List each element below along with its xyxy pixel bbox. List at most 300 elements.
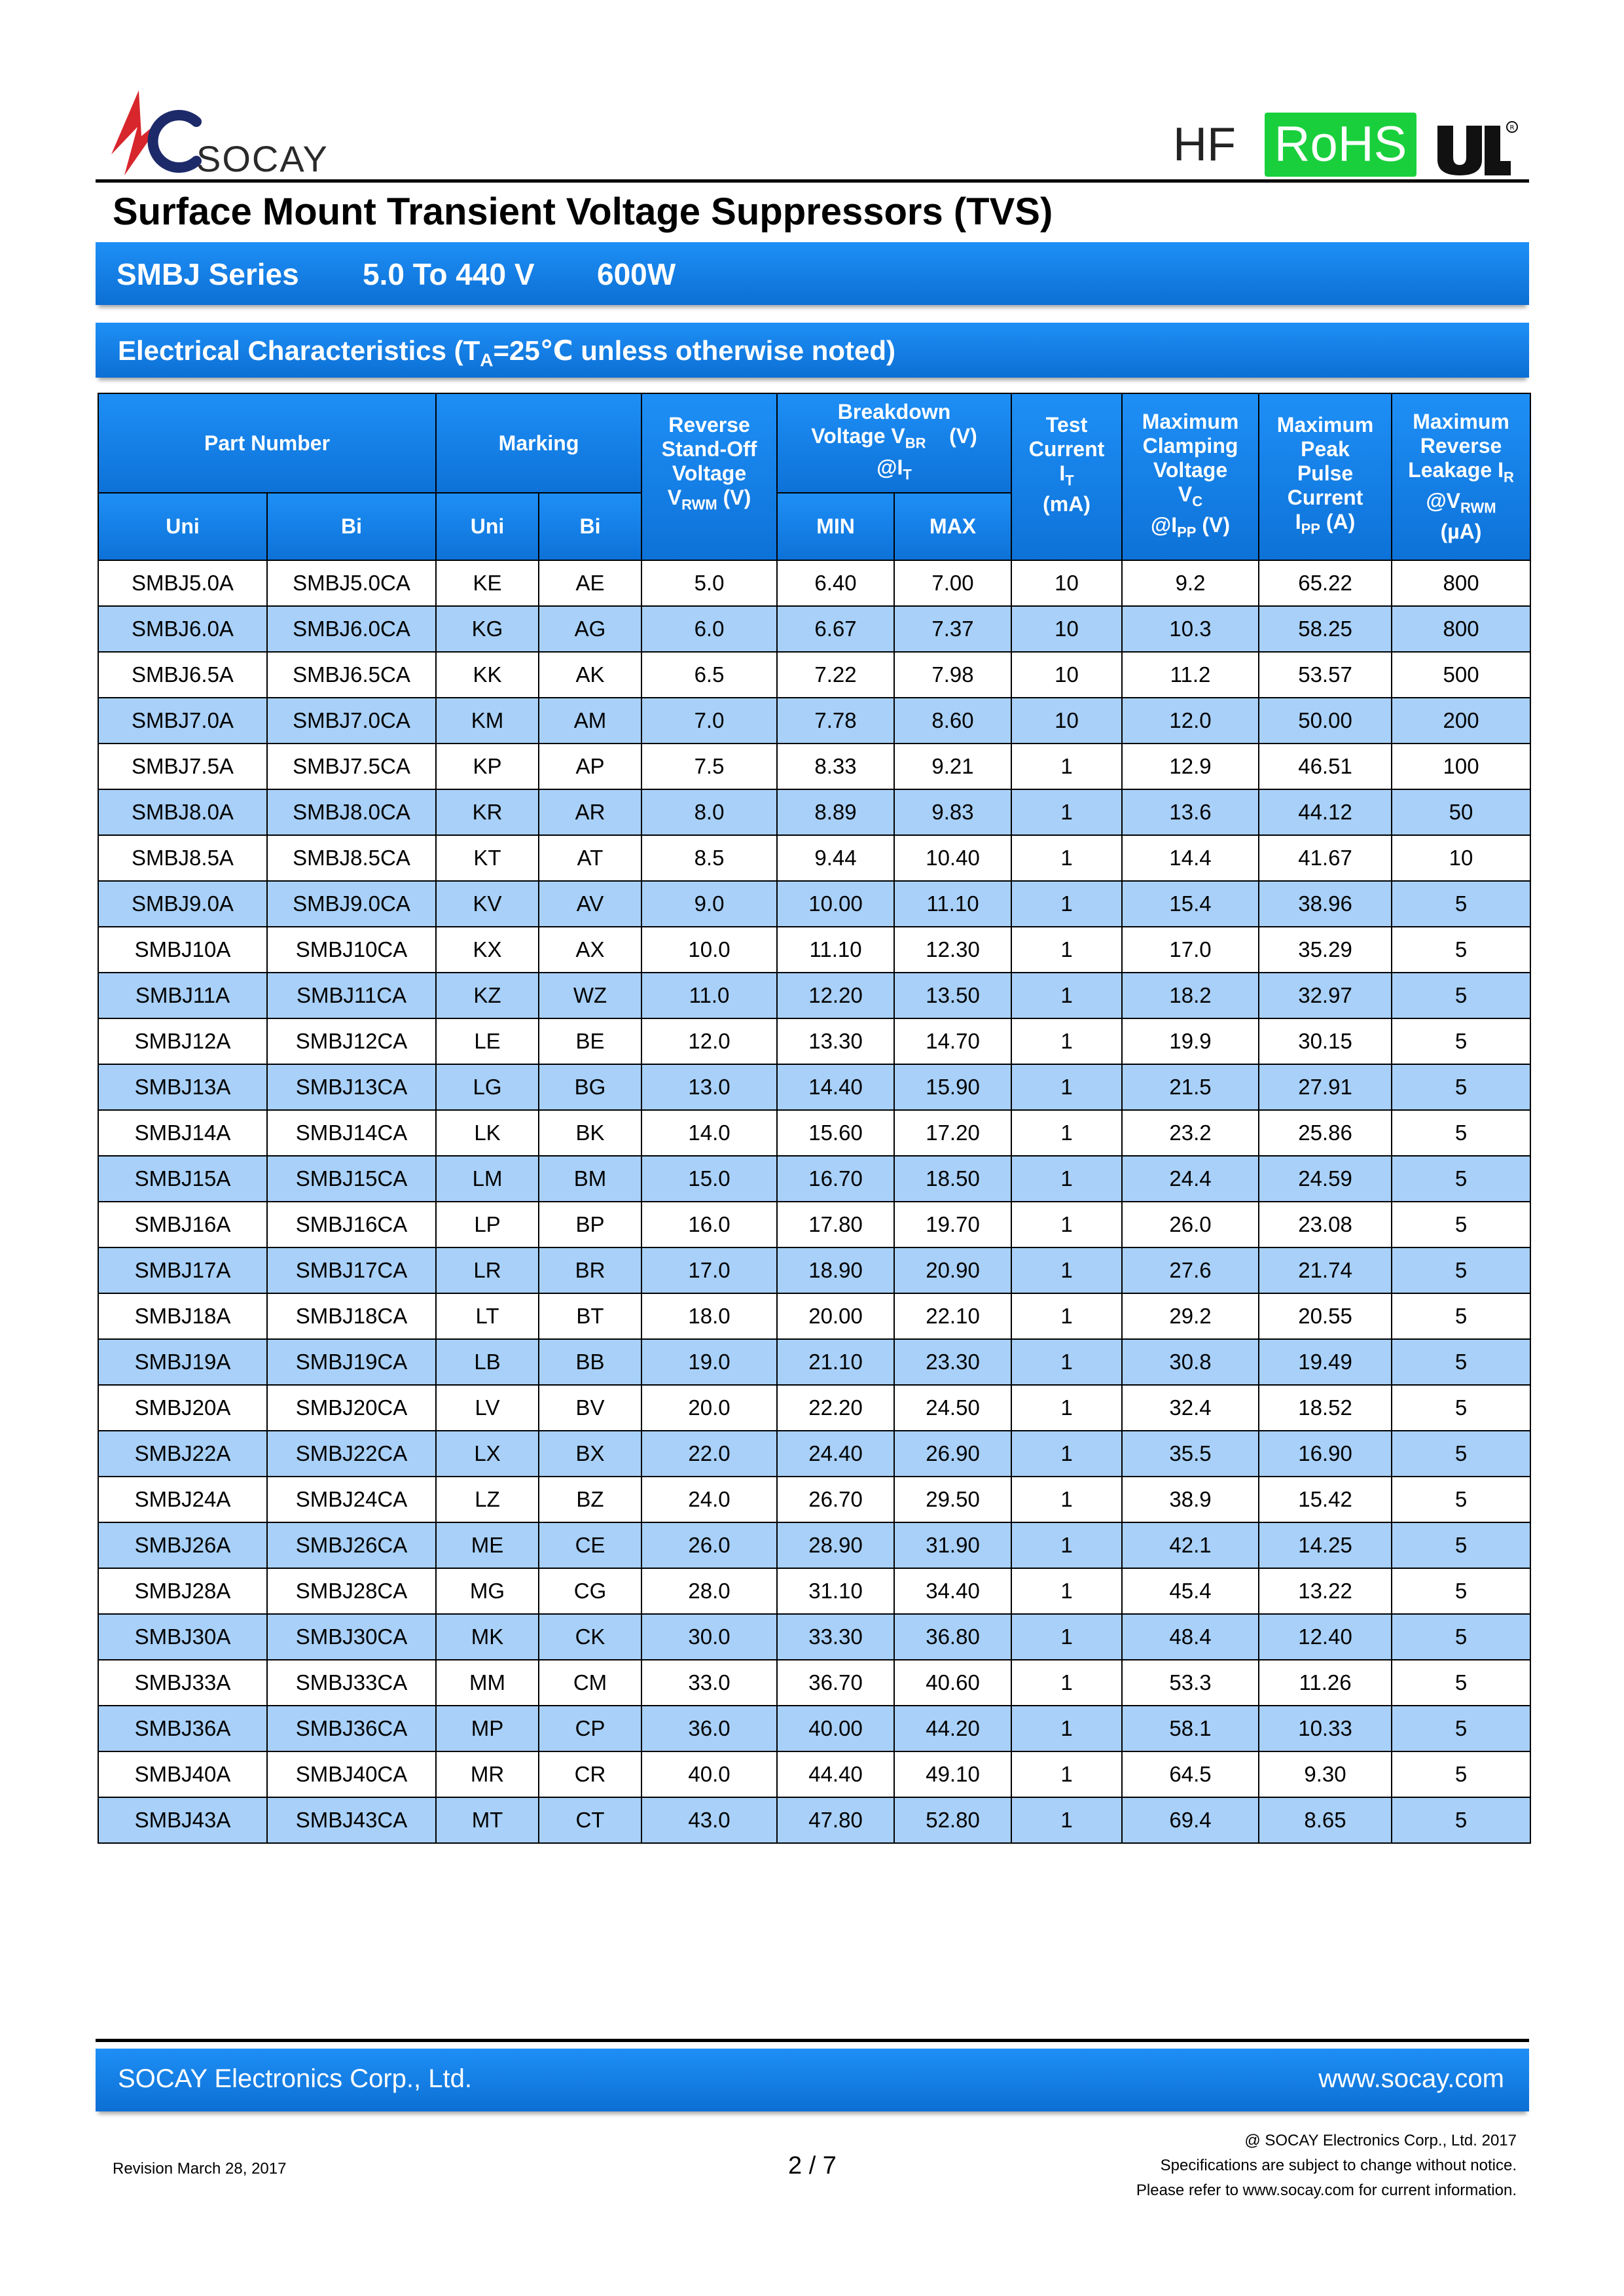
cell-test-current: 1: [1011, 927, 1122, 973]
cell-clamping-voltage: 10.3: [1122, 606, 1259, 652]
table-row: [98, 1660, 1530, 1706]
cell-clamping-voltage: 18.2: [1122, 973, 1259, 1018]
cell-marking-uni: LZ: [436, 1477, 539, 1522]
cell-part-bi: SMBJ22CA: [267, 1431, 436, 1477]
cell-marking-uni: KK: [436, 652, 539, 698]
cell-clamping-voltage: 26.0: [1122, 1202, 1259, 1247]
cell-reverse-leakage: 500: [1392, 652, 1530, 698]
cell-peak-pulse-current: 25.86: [1259, 1110, 1392, 1156]
cell-breakdown-min: 13.30: [777, 1018, 894, 1064]
cell-part-uni: SMBJ7.5A: [98, 744, 267, 789]
cell-marking-bi: AK: [539, 652, 641, 698]
spec-change-note: Specifications are subject to change without notice.: [1160, 2157, 1517, 2174]
cell-standoff-voltage: 14.0: [641, 1110, 777, 1156]
header-max-peak-pulse-current: Maximum Peak Pulse Current $I_{PP}$ (A): [1259, 393, 1392, 560]
cell-breakdown-min: 6.67: [777, 606, 894, 652]
header-max-reverse-leakage: Maximum Reverse Leakage $I_R$ $@V_{RWM}$ (µA): [1392, 393, 1530, 560]
cell-breakdown-max: 52.80: [894, 1797, 1011, 1843]
cell-clamping-voltage: 12.0: [1122, 698, 1259, 744]
table-body: [98, 560, 1530, 1843]
cell-clamping-voltage: 11.2: [1122, 652, 1259, 698]
cell-breakdown-max: 7.37: [894, 606, 1011, 652]
cell-breakdown-min: 15.60: [777, 1110, 894, 1156]
cell-part-uni: SMBJ9.0A: [98, 881, 267, 927]
cell-clamping-voltage: 45.4: [1122, 1568, 1259, 1614]
electrical-characteristics-table: [98, 393, 1531, 1844]
cell-peak-pulse-current: 53.57: [1259, 652, 1392, 698]
cell-standoff-voltage: 7.5: [641, 744, 777, 789]
header-part-uni: Uni: [98, 493, 267, 560]
header-rule: [96, 179, 1529, 183]
table-row: [98, 1339, 1530, 1385]
cell-breakdown-min: 36.70: [777, 1660, 894, 1706]
cell-reverse-leakage: 5: [1392, 1202, 1530, 1247]
cell-breakdown-min: 26.70: [777, 1477, 894, 1522]
table-row: [98, 606, 1530, 652]
ul-certification-icon: [1434, 119, 1519, 178]
cell-marking-uni: KE: [436, 560, 539, 606]
cell-marking-bi: BG: [539, 1064, 641, 1110]
cell-standoff-voltage: 8.0: [641, 789, 777, 835]
cell-peak-pulse-current: 12.40: [1259, 1614, 1392, 1660]
cell-part-uni: SMBJ7.0A: [98, 698, 267, 744]
cell-test-current: 1: [1011, 835, 1122, 881]
table-row: [98, 1385, 1530, 1431]
cell-peak-pulse-current: 65.22: [1259, 560, 1392, 606]
cell-part-bi: SMBJ26CA: [267, 1522, 436, 1568]
cell-test-current: 1: [1011, 1110, 1122, 1156]
cell-breakdown-max: 31.90: [894, 1522, 1011, 1568]
cell-breakdown-min: 18.90: [777, 1247, 894, 1293]
cell-peak-pulse-current: 10.33: [1259, 1706, 1392, 1751]
cell-test-current: 1: [1011, 1751, 1122, 1797]
cell-standoff-voltage: 11.0: [641, 973, 777, 1018]
cell-reverse-leakage: 50: [1392, 789, 1530, 835]
cell-standoff-voltage: 18.0: [641, 1293, 777, 1339]
table-row: [98, 698, 1530, 744]
cell-marking-uni: ME: [436, 1522, 539, 1568]
cell-standoff-voltage: 26.0: [641, 1522, 777, 1568]
cell-test-current: 1: [1011, 1064, 1122, 1110]
cell-marking-bi: BM: [539, 1156, 641, 1202]
cell-part-uni: SMBJ16A: [98, 1202, 267, 1247]
cell-part-uni: SMBJ6.5A: [98, 652, 267, 698]
cell-clamping-voltage: 19.9: [1122, 1018, 1259, 1064]
table-row: [98, 1110, 1530, 1156]
cell-breakdown-max: 14.70: [894, 1018, 1011, 1064]
cell-test-current: 1: [1011, 1247, 1122, 1293]
hf-mark: HF: [1173, 118, 1236, 171]
cell-marking-bi: BK: [539, 1110, 641, 1156]
table-row: [98, 789, 1530, 835]
cell-peak-pulse-current: 18.52: [1259, 1385, 1392, 1431]
cell-breakdown-min: 8.89: [777, 789, 894, 835]
cell-part-bi: SMBJ6.0CA: [267, 606, 436, 652]
cell-test-current: 1: [1011, 1660, 1122, 1706]
cell-breakdown-min: 16.70: [777, 1156, 894, 1202]
cell-breakdown-max: 15.90: [894, 1064, 1011, 1110]
cell-reverse-leakage: 5: [1392, 1751, 1530, 1797]
cell-part-uni: SMBJ10A: [98, 927, 267, 973]
footer-website-link[interactable]: www.socay.com: [1318, 2064, 1504, 2093]
cell-peak-pulse-current: 11.26: [1259, 1660, 1392, 1706]
cell-marking-bi: AP: [539, 744, 641, 789]
cell-part-bi: SMBJ8.0CA: [267, 789, 436, 835]
cell-marking-uni: MM: [436, 1660, 539, 1706]
cell-part-bi: SMBJ19CA: [267, 1339, 436, 1385]
cell-part-bi: SMBJ36CA: [267, 1706, 436, 1751]
cell-standoff-voltage: 40.0: [641, 1751, 777, 1797]
cell-marking-uni: KM: [436, 698, 539, 744]
cell-reverse-leakage: 5: [1392, 1293, 1530, 1339]
cell-standoff-voltage: 12.0: [641, 1018, 777, 1064]
cell-breakdown-max: 9.21: [894, 744, 1011, 789]
cell-marking-uni: KV: [436, 881, 539, 927]
cell-peak-pulse-current: 50.00: [1259, 698, 1392, 744]
cell-standoff-voltage: 43.0: [641, 1797, 777, 1843]
cell-clamping-voltage: 12.9: [1122, 744, 1259, 789]
section-band: [96, 323, 1529, 378]
cell-peak-pulse-current: 24.59: [1259, 1156, 1392, 1202]
table-row: [98, 927, 1530, 973]
cell-marking-bi: BB: [539, 1339, 641, 1385]
cell-breakdown-min: 10.00: [777, 881, 894, 927]
cell-part-uni: SMBJ12A: [98, 1018, 267, 1064]
cell-standoff-voltage: 16.0: [641, 1202, 777, 1247]
cell-breakdown-min: 17.80: [777, 1202, 894, 1247]
cell-breakdown-min: 21.10: [777, 1339, 894, 1385]
cell-clamping-voltage: 14.4: [1122, 835, 1259, 881]
cell-test-current: 1: [1011, 1385, 1122, 1431]
cell-marking-uni: MK: [436, 1614, 539, 1660]
cell-breakdown-max: 7.00: [894, 560, 1011, 606]
cell-marking-uni: KP: [436, 744, 539, 789]
header-marking: Marking: [436, 393, 641, 493]
cell-breakdown-min: 40.00: [777, 1706, 894, 1751]
table-row: [98, 881, 1530, 927]
table-row: [98, 1614, 1530, 1660]
cell-peak-pulse-current: 23.08: [1259, 1202, 1392, 1247]
cell-breakdown-max: 18.50: [894, 1156, 1011, 1202]
cell-peak-pulse-current: 19.49: [1259, 1339, 1392, 1385]
cell-breakdown-max: 20.90: [894, 1247, 1011, 1293]
cell-breakdown-max: 8.60: [894, 698, 1011, 744]
cell-reverse-leakage: 5: [1392, 1660, 1530, 1706]
cell-part-bi: SMBJ30CA: [267, 1614, 436, 1660]
rohs-badge: RoHS: [1265, 113, 1416, 177]
cell-clamping-voltage: 27.6: [1122, 1247, 1259, 1293]
cell-breakdown-min: 7.78: [777, 698, 894, 744]
cell-marking-bi: CR: [539, 1751, 641, 1797]
cell-breakdown-min: 31.10: [777, 1568, 894, 1614]
table-row: [98, 560, 1530, 606]
cell-reverse-leakage: 5: [1392, 1018, 1530, 1064]
cell-clamping-voltage: 32.4: [1122, 1385, 1259, 1431]
cell-marking-uni: LR: [436, 1247, 539, 1293]
cell-reverse-leakage: 10: [1392, 835, 1530, 881]
table-row: [98, 1018, 1530, 1064]
cell-part-uni: SMBJ8.5A: [98, 835, 267, 881]
cell-clamping-voltage: 58.1: [1122, 1706, 1259, 1751]
cell-peak-pulse-current: 14.25: [1259, 1522, 1392, 1568]
cell-part-uni: SMBJ33A: [98, 1660, 267, 1706]
cell-breakdown-min: 14.40: [777, 1064, 894, 1110]
cell-breakdown-max: 34.40: [894, 1568, 1011, 1614]
cell-marking-uni: LB: [436, 1339, 539, 1385]
series-name: SMBJ Series: [117, 257, 299, 291]
cell-reverse-leakage: 5: [1392, 927, 1530, 973]
header-part-number: Part Number: [98, 393, 436, 493]
cell-breakdown-min: 44.40: [777, 1751, 894, 1797]
cell-breakdown-max: 44.20: [894, 1706, 1011, 1751]
cell-part-bi: SMBJ11CA: [267, 973, 436, 1018]
cell-clamping-voltage: 21.5: [1122, 1064, 1259, 1110]
cell-marking-bi: WZ: [539, 973, 641, 1018]
cell-reverse-leakage: 5: [1392, 1614, 1530, 1660]
cell-marking-bi: CE: [539, 1522, 641, 1568]
cell-reverse-leakage: 5: [1392, 1431, 1530, 1477]
copyright-notice: [1136, 2128, 1517, 2203]
cell-clamping-voltage: 48.4: [1122, 1614, 1259, 1660]
table-row: [98, 1064, 1530, 1110]
cell-clamping-voltage: 30.8: [1122, 1339, 1259, 1385]
footer-rule: [96, 2039, 1529, 2042]
cell-marking-uni: LK: [436, 1110, 539, 1156]
cell-test-current: 1: [1011, 744, 1122, 789]
cell-part-bi: SMBJ40CA: [267, 1751, 436, 1797]
cell-part-bi: SMBJ43CA: [267, 1797, 436, 1843]
table-row: [98, 744, 1530, 789]
cell-marking-uni: LX: [436, 1431, 539, 1477]
cell-reverse-leakage: 800: [1392, 606, 1530, 652]
cell-marking-bi: AE: [539, 560, 641, 606]
cell-reverse-leakage: 100: [1392, 744, 1530, 789]
cell-marking-uni: LP: [436, 1202, 539, 1247]
cell-marking-uni: MR: [436, 1751, 539, 1797]
cell-test-current: 1: [1011, 1018, 1122, 1064]
cell-standoff-voltage: 24.0: [641, 1477, 777, 1522]
cell-breakdown-max: 26.90: [894, 1431, 1011, 1477]
table-row: [98, 1293, 1530, 1339]
cell-breakdown-max: 29.50: [894, 1477, 1011, 1522]
cell-test-current: 1: [1011, 1568, 1122, 1614]
cell-part-bi: SMBJ7.5CA: [267, 744, 436, 789]
cell-reverse-leakage: 5: [1392, 1247, 1530, 1293]
table-row: [98, 1202, 1530, 1247]
cell-reverse-leakage: 5: [1392, 881, 1530, 927]
cell-clamping-voltage: 29.2: [1122, 1293, 1259, 1339]
cell-marking-bi: BE: [539, 1018, 641, 1064]
cell-breakdown-min: 8.33: [777, 744, 894, 789]
cell-standoff-voltage: 28.0: [641, 1568, 777, 1614]
cell-part-uni: SMBJ43A: [98, 1797, 267, 1843]
series-power: 600W: [597, 257, 676, 291]
cell-standoff-voltage: 6.5: [641, 652, 777, 698]
cell-test-current: 1: [1011, 1477, 1122, 1522]
cell-breakdown-min: 47.80: [777, 1797, 894, 1843]
cell-marking-uni: LM: [436, 1156, 539, 1202]
cell-part-uni: SMBJ30A: [98, 1614, 267, 1660]
cell-standoff-voltage: 36.0: [641, 1706, 777, 1751]
svg-text:R: R: [1509, 124, 1515, 132]
cell-marking-bi: AG: [539, 606, 641, 652]
cell-part-bi: SMBJ7.0CA: [267, 698, 436, 744]
cell-part-uni: SMBJ18A: [98, 1293, 267, 1339]
table-row: [98, 1477, 1530, 1522]
table-row: [98, 1751, 1530, 1797]
table-row: [98, 652, 1530, 698]
cell-part-bi: SMBJ28CA: [267, 1568, 436, 1614]
cell-marking-bi: BZ: [539, 1477, 641, 1522]
cell-standoff-voltage: 9.0: [641, 881, 777, 927]
cell-reverse-leakage: 5: [1392, 1064, 1530, 1110]
cell-clamping-voltage: 35.5: [1122, 1431, 1259, 1477]
cell-part-uni: SMBJ20A: [98, 1385, 267, 1431]
cell-part-bi: SMBJ33CA: [267, 1660, 436, 1706]
cell-clamping-voltage: 38.9: [1122, 1477, 1259, 1522]
cell-test-current: 1: [1011, 789, 1122, 835]
cell-clamping-voltage: 53.3: [1122, 1660, 1259, 1706]
cell-peak-pulse-current: 27.91: [1259, 1064, 1392, 1110]
cell-marking-uni: MP: [436, 1706, 539, 1751]
cell-part-uni: SMBJ6.0A: [98, 606, 267, 652]
cell-marking-uni: KX: [436, 927, 539, 973]
cell-reverse-leakage: 5: [1392, 1797, 1530, 1843]
refer-note: Please refer to www.socay.com for current information.: [1136, 2181, 1517, 2199]
cell-part-uni: SMBJ22A: [98, 1431, 267, 1477]
table-row: [98, 1706, 1530, 1751]
cell-standoff-voltage: 33.0: [641, 1660, 777, 1706]
cell-test-current: 1: [1011, 1156, 1122, 1202]
cell-marking-bi: AV: [539, 881, 641, 927]
cell-breakdown-max: 36.80: [894, 1614, 1011, 1660]
cell-breakdown-max: 23.30: [894, 1339, 1011, 1385]
cell-standoff-voltage: 5.0: [641, 560, 777, 606]
page-title: Surface Mount Transient Voltage Suppressors (TVS): [113, 190, 1053, 233]
cell-breakdown-max: 9.83: [894, 789, 1011, 835]
table-row: [98, 1522, 1530, 1568]
cell-test-current: 1: [1011, 973, 1122, 1018]
cell-test-current: 1: [1011, 1797, 1122, 1843]
cell-reverse-leakage: 5: [1392, 1522, 1530, 1568]
cell-test-current: 1: [1011, 1614, 1122, 1660]
cell-part-uni: SMBJ28A: [98, 1568, 267, 1614]
cell-peak-pulse-current: 20.55: [1259, 1293, 1392, 1339]
cell-standoff-voltage: 19.0: [641, 1339, 777, 1385]
cell-part-bi: SMBJ15CA: [267, 1156, 436, 1202]
cell-part-uni: SMBJ14A: [98, 1110, 267, 1156]
cell-part-bi: SMBJ5.0CA: [267, 560, 436, 606]
header-marking-bi: Bi: [539, 493, 641, 560]
cell-reverse-leakage: 5: [1392, 1706, 1530, 1751]
cell-marking-bi: CP: [539, 1706, 641, 1751]
cell-clamping-voltage: 24.4: [1122, 1156, 1259, 1202]
cell-breakdown-min: 12.20: [777, 973, 894, 1018]
cell-breakdown-min: 24.40: [777, 1431, 894, 1477]
cell-part-uni: SMBJ26A: [98, 1522, 267, 1568]
cell-part-bi: SMBJ24CA: [267, 1477, 436, 1522]
cell-test-current: 1: [1011, 1431, 1122, 1477]
cell-clamping-voltage: 64.5: [1122, 1751, 1259, 1797]
cell-part-bi: SMBJ18CA: [267, 1293, 436, 1339]
cell-marking-bi: BX: [539, 1431, 641, 1477]
cell-marking-bi: BV: [539, 1385, 641, 1431]
cell-marking-bi: CG: [539, 1568, 641, 1614]
cell-peak-pulse-current: 16.90: [1259, 1431, 1392, 1477]
cell-part-bi: SMBJ20CA: [267, 1385, 436, 1431]
cell-marking-uni: LV: [436, 1385, 539, 1431]
cell-part-uni: SMBJ24A: [98, 1477, 267, 1522]
cell-breakdown-min: 7.22: [777, 652, 894, 698]
cell-part-bi: SMBJ6.5CA: [267, 652, 436, 698]
cell-part-bi: SMBJ8.5CA: [267, 835, 436, 881]
cell-reverse-leakage: 5: [1392, 1477, 1530, 1522]
brand-name: SOCAY: [196, 138, 329, 179]
cell-peak-pulse-current: 15.42: [1259, 1477, 1392, 1522]
cell-clamping-voltage: 15.4: [1122, 881, 1259, 927]
cell-breakdown-min: 6.40: [777, 560, 894, 606]
header-breakdown-voltage: Breakdown Voltage $V_{BR}$ (V) $@I_T$: [777, 393, 1011, 493]
cell-peak-pulse-current: 32.97: [1259, 973, 1392, 1018]
table-row: [98, 1568, 1530, 1614]
cell-breakdown-min: 9.44: [777, 835, 894, 881]
cell-part-uni: SMBJ36A: [98, 1706, 267, 1751]
cell-part-uni: SMBJ40A: [98, 1751, 267, 1797]
cell-breakdown-max: 22.10: [894, 1293, 1011, 1339]
series-voltage-range: 5.0 To 440 V: [363, 257, 535, 291]
cell-peak-pulse-current: 44.12: [1259, 789, 1392, 835]
header-marking-uni: Uni: [436, 493, 539, 560]
cell-marking-uni: KG: [436, 606, 539, 652]
cell-peak-pulse-current: 46.51: [1259, 744, 1392, 789]
cell-peak-pulse-current: 13.22: [1259, 1568, 1392, 1614]
cell-breakdown-max: 13.50: [894, 973, 1011, 1018]
cell-part-bi: SMBJ9.0CA: [267, 881, 436, 927]
table-row: [98, 835, 1530, 881]
cell-reverse-leakage: 5: [1392, 1568, 1530, 1614]
cell-marking-bi: AM: [539, 698, 641, 744]
cell-test-current: 1: [1011, 1522, 1122, 1568]
cell-standoff-voltage: 8.5: [641, 835, 777, 881]
cell-breakdown-max: 17.20: [894, 1110, 1011, 1156]
cell-reverse-leakage: 5: [1392, 1339, 1530, 1385]
cell-marking-uni: KZ: [436, 973, 539, 1018]
cell-marking-uni: LE: [436, 1018, 539, 1064]
cell-marking-bi: AT: [539, 835, 641, 881]
cell-standoff-voltage: 10.0: [641, 927, 777, 973]
cell-peak-pulse-current: 58.25: [1259, 606, 1392, 652]
cell-part-uni: SMBJ5.0A: [98, 560, 267, 606]
cell-breakdown-max: 11.10: [894, 881, 1011, 927]
cell-breakdown-max: 19.70: [894, 1202, 1011, 1247]
header-breakdown-min: MIN: [777, 493, 894, 560]
cell-breakdown-min: 28.90: [777, 1522, 894, 1568]
cell-part-bi: SMBJ10CA: [267, 927, 436, 973]
cell-test-current: 1: [1011, 1339, 1122, 1385]
cell-part-uni: SMBJ8.0A: [98, 789, 267, 835]
cell-part-bi: SMBJ14CA: [267, 1110, 436, 1156]
header-test-current: Test Current $I_T$ (mA): [1011, 393, 1122, 560]
table-row: [98, 1797, 1530, 1843]
cell-part-uni: SMBJ11A: [98, 973, 267, 1018]
cell-marking-bi: CM: [539, 1660, 641, 1706]
cell-marking-uni: MG: [436, 1568, 539, 1614]
cell-test-current: 1: [1011, 1706, 1122, 1751]
cell-reverse-leakage: 800: [1392, 560, 1530, 606]
cell-standoff-voltage: 22.0: [641, 1431, 777, 1477]
cell-marking-uni: LG: [436, 1064, 539, 1110]
table-row: [98, 1431, 1530, 1477]
